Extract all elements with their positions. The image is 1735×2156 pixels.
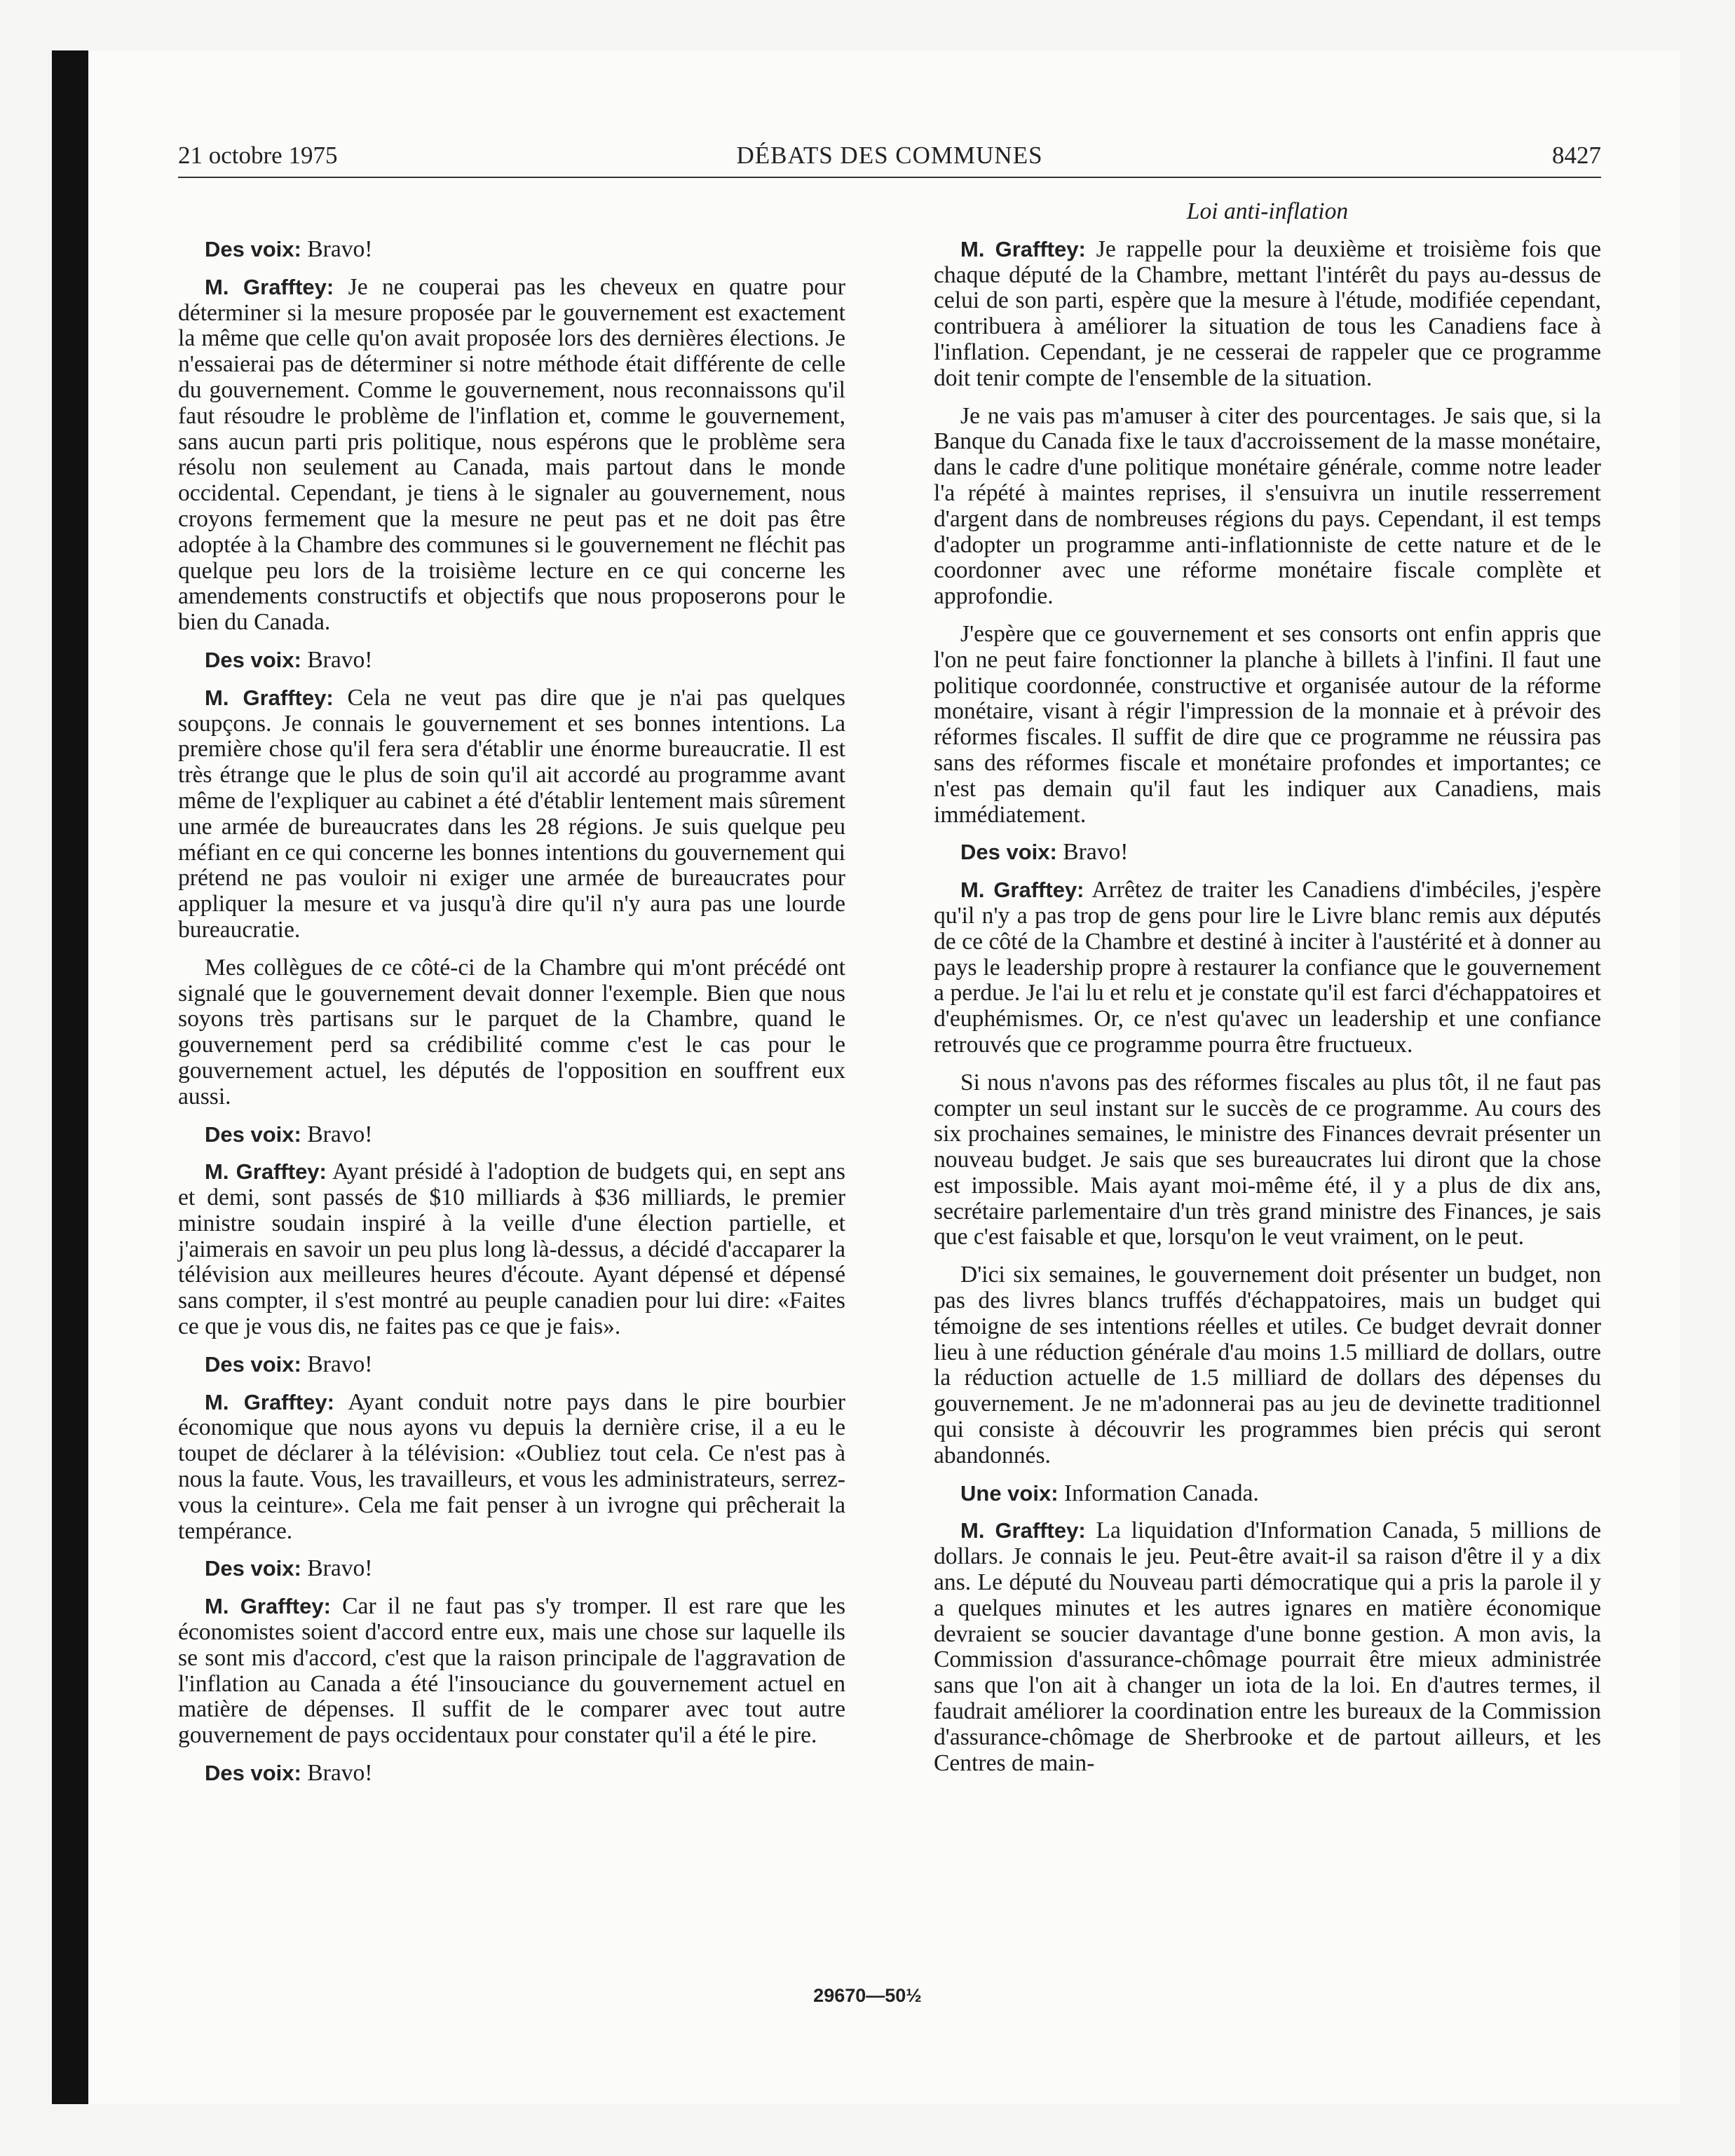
- paragraph: [178, 648, 845, 674]
- left-column: [178, 237, 845, 1799]
- speaker-label: Des voix:: [205, 647, 301, 672]
- paragraph-text: Je ne couperai pas les cheveux en quatre pour déterminer si la mesure proposée par le gouvernement est exactement la même que celle qu'on avait proposée lors des dernières élections. Je n'essaierai pas de déterminer si notre méthode était différente de celle du gouvernement. Comme le gouvernement, nous reconnaissons qu'il faut résoudre le problème de l'inflation et, comme le gouvernement, sans aucun parti pris politique, nous espérons que le problème sera résolu non seulement au Canada, mais partout dans le monde occidental. Cependant, je tiens à le signaler au gouvernement, nous croyons fermement que la mesure ne peut pas et ne doit pas être adoptée à la Chambre des communes si le gouvernement ne fléchit pas quelque peu lors de la troisième lecture en ce qui concerne les amendements constructifs et objectifs que nous proposerons pour le bien du Canada.: [178, 273, 845, 636]
- header-date: 21 octobre 1975: [178, 142, 338, 169]
- paragraph-text: Cela ne veut pas dire que je n'ai pas quelques soupçons. Je connais le gouvernement et ses bonnes intentions. La première chose qu'il fera sera d'établir une énorme bureaucratie. Il est très étrange que le plus de soin qu'il ait accordé au programme avant même de l'expliquer au cabinet a été d'établir lentement mais sûrement une armée de bureaucrates dans les 28 régions. Je suis quelque peu méfiant en ce qui concerne les bonnes intentions du gouvernement qui prétend ne pas vouloir ni exiger une armée de bureaucrates pour appliquer la mesure et va jusqu'à dire qu'il n'y aura pas une lourde bureaucratie.: [178, 684, 845, 943]
- paragraph: [934, 622, 1601, 828]
- paragraph: [178, 1761, 845, 1787]
- speaker-label: M. Grafftey:: [960, 878, 1084, 903]
- speaker-label: Des voix:: [205, 1556, 301, 1581]
- paragraph-text: Ayant présidé à l'adoption de budgets qui, en sept ans et demi, sont passés de $10 milliards à $36 milliards, le premier ministre soudain inspiré à la veille d'une élection partielle, et j'aimerais en savoir un peu plus long là-dessus, a décidé d'accaparer la télévision aux meilleures heures d'écoute. Ayant dépensé et dépensé sans compter, il s'est montré au peuple canadien pour lui dire: «Faites ce que je vous dis, ne faites pas ce que je fais».: [178, 1159, 845, 1340]
- paragraph: [178, 1159, 845, 1340]
- speaker-label: M. Grafftey:: [205, 274, 334, 299]
- speaker-label: Une voix:: [960, 1480, 1059, 1506]
- paragraph-text: Bravo!: [1063, 839, 1129, 866]
- paragraph-text: Bravo!: [307, 1121, 373, 1147]
- page-header: [178, 137, 1601, 178]
- paragraph: [178, 1352, 845, 1378]
- speaker-label: M. Grafftey:: [960, 1518, 1086, 1543]
- paragraph-text: Car il ne faut pas s'y tromper. Il est rare que les économistes soient d'accord entre eux, mais une chose sur laquelle ils se sont mis d'accord, c'est que la raison principale de l'aggravation de l'inflation au Canada a été l'insouciance du gouvernement actuel en matière de dépenses. Il suffit de le comparer avec tout autre gouvernement de pays occidentaux pour constater qu'il a été le pire.: [178, 1593, 846, 1749]
- paragraph: [178, 237, 845, 263]
- paragraph: [934, 237, 1601, 392]
- paragraph-text: Si nous n'avons pas des réformes fiscales au plus tôt, il ne faut pas compter un seul instant sur le succès de ce programme. Au cours des six prochaines semaines, le ministre des Finances devrait présenter un nouveau budget. Je sais que ses bureaucrates lui diront que la chose est impossible. Mais ayant moi-même été, il y a plus de dix ans, secrétaire parlementaire d'un très grand ministre des Finances, je sais que c'est faisable et que, lorsqu'on le veut vraiment, on le peut.: [934, 1069, 1601, 1250]
- paragraph-text: Ayant conduit notre pays dans le pire bourbier économique que nous ayons vu depuis la dernière crise, il a eu le toupet de déclarer à la télévision: «Oubliez tout cela. Ce n'est pas à nous la faute. Vous, les travailleurs, et vous les administrateurs, serrez-vous la ceinture». Cela me fait penser à un ivrogne qui prêcherait la tempérance.: [178, 1389, 845, 1544]
- paragraph-text: Bravo!: [307, 1351, 373, 1377]
- paragraph: [178, 275, 845, 636]
- paragraph-text: La liquidation d'Information Canada, 5 millions de dollars. Je connais le jeu. Peut-être avait-il sa raison d'être il y a dix ans. Le député du Nouveau parti démocratique qui a pris la parole il y a quelques minutes et les autres ignares en matière économique devraient se soucier davantage d'une bonne gestion. A mon avis, la Commission d'assurance-chômage pourrait être mieux administrée sans que l'on ait à changer un iota de la loi. En d'autres termes, il faudrait améliorer la coordination entre les bureaux de la Commission d'assurance-chômage de Sherbrooke et de partout ailleurs, et les Centres de main-: [934, 1517, 1601, 1776]
- speaker-label: M. Grafftey:: [960, 236, 1086, 261]
- paragraph-text: Bravo!: [307, 646, 373, 673]
- page-footer-code: 29670—50½: [813, 1985, 922, 2006]
- paragraph: [934, 1262, 1601, 1468]
- paragraph-text: Bravo!: [307, 1760, 373, 1787]
- paragraph: [178, 685, 845, 943]
- paragraph-text: D'ici six semaines, le gouvernement doit présenter un budget, non pas des livres blancs truffés d'échappatoires, mais un budget qui témoigne de ses intentions réelles et utiles. Ce budget devrait donner lieu à une réduction générale d'au moins 1.5 milliard de dollars, outre la réduction actuelle de 1.5 milliard de dollars des dépenses du gouvernement. Je ne m'adonnerai pas au jeu de devinette traditionnel qui consiste à découvrir les programmes bien précis qui seront abandonnés.: [934, 1262, 1601, 1468]
- paragraph: [178, 955, 845, 1110]
- paragraph: [934, 1481, 1601, 1507]
- header-title: DÉBATS DES COMMUNES: [736, 142, 1043, 169]
- speaker-label: Des voix:: [205, 1761, 301, 1786]
- paragraph: [178, 1122, 845, 1148]
- paragraph: [934, 1070, 1601, 1251]
- speaker-label: Des voix:: [205, 1351, 301, 1377]
- paragraph-text: Je rappelle pour la deuxième et troisième fois que chaque député de la Chambre, mettant l'intérêt du pays au-dessus de celui de son parti, espère que la mesure à l'étude, modifiée cependant, contribuera à améliorer la situation de tous les Canadiens face à l'inflation. Cependant, je ne cesserai de rappeler que ce programme doit tenir compte de l'ensemble de la situation.: [934, 236, 1601, 391]
- speaker-label: Des voix:: [205, 1121, 301, 1147]
- paragraph-text: Arrêtez de traiter les Canadiens d'imbéciles, j'espère qu'il n'y a pas trop de gens pour lire le Livre blanc remis aux députés de ce côté de la Chambre et destiné à inciter à l'austérité et à donner au pays le leadership propre à restaurer la confiance que le gouvernement a perdue. Je l'ai lu et relu et je constate qu'il est farci d'échappatoires et d'euphémismes. Or, ce n'est qu'avec un leadership et une confiance retrouvés que ce programme pourra être fructueux.: [934, 877, 1601, 1058]
- scan-edge-bar: [52, 50, 88, 2104]
- header-page-number: 8427: [1552, 142, 1601, 169]
- paragraph: [178, 1594, 845, 1749]
- speaker-label: M. Grafftey:: [205, 1159, 327, 1185]
- speaker-label: M. Grafftey:: [205, 685, 334, 710]
- right-column: [934, 199, 1601, 1788]
- paragraph-text: Mes collègues de ce côté-ci de la Chambre qui m'ont précédé ont signalé que le gouvernement devait donner l'exemple. Bien que nous soyons très partisans sur le parquet de la Chambre, quand le gouvernement perd sa crédibilité comme c'est le cas pour le gouvernement actuel, les députés de l'opposition en souffrent eux aussi.: [178, 954, 845, 1110]
- speaker-label: Des voix:: [960, 840, 1057, 865]
- paragraph-text: J'espère que ce gouvernement et ses consorts ont enfin appris que l'on ne peut faire fonctionner la planche à billets à l'infini. Il faut une politique coordonnée, constructive et organisée autour de la réforme monétaire, visant à régir l'impression de la monnaie et à prévoir des réformes fiscales. Il suffit de dire que ce programme ne réussira pas sans des réformes fiscale et monétaire profondes et importantes; ce n'est pas demain qu'il faut les indiquer aux Canadiens, mais immédiatement.: [934, 620, 1601, 828]
- paragraph-text: Je ne vais pas m'amuser à citer des pourcentages. Je sais que, si la Banque du Canada fixe le taux d'accroissement de la masse monétaire, dans le cadre d'une politique monétaire générale, comme notre leader l'a répété à maintes reprises, il s'ensuivra un inutile resserrement d'argent dans de nombreuses régions du pays. Cependant, il est temps d'adopter un programme anti-inflationniste de cette nature et de le coordonner avec une réforme monétaire fiscale complète et approfondie.: [934, 402, 1601, 610]
- paragraph-text: Bravo!: [307, 1555, 373, 1582]
- speaker-label: M. Grafftey:: [205, 1389, 334, 1414]
- running-head: Loi anti-inflation: [1186, 198, 1349, 224]
- paragraph: [934, 840, 1601, 866]
- speaker-label: M. Grafftey:: [205, 1594, 331, 1619]
- paragraph: [178, 1390, 845, 1545]
- paragraph: [934, 1518, 1601, 1776]
- paragraph: [178, 1556, 845, 1582]
- paragraph: [934, 404, 1601, 610]
- speaker-label: Des voix:: [205, 237, 301, 261]
- paragraph: [934, 878, 1601, 1058]
- paragraph-text: Bravo!: [307, 236, 373, 262]
- paragraph-text: Information Canada.: [1063, 1480, 1259, 1506]
